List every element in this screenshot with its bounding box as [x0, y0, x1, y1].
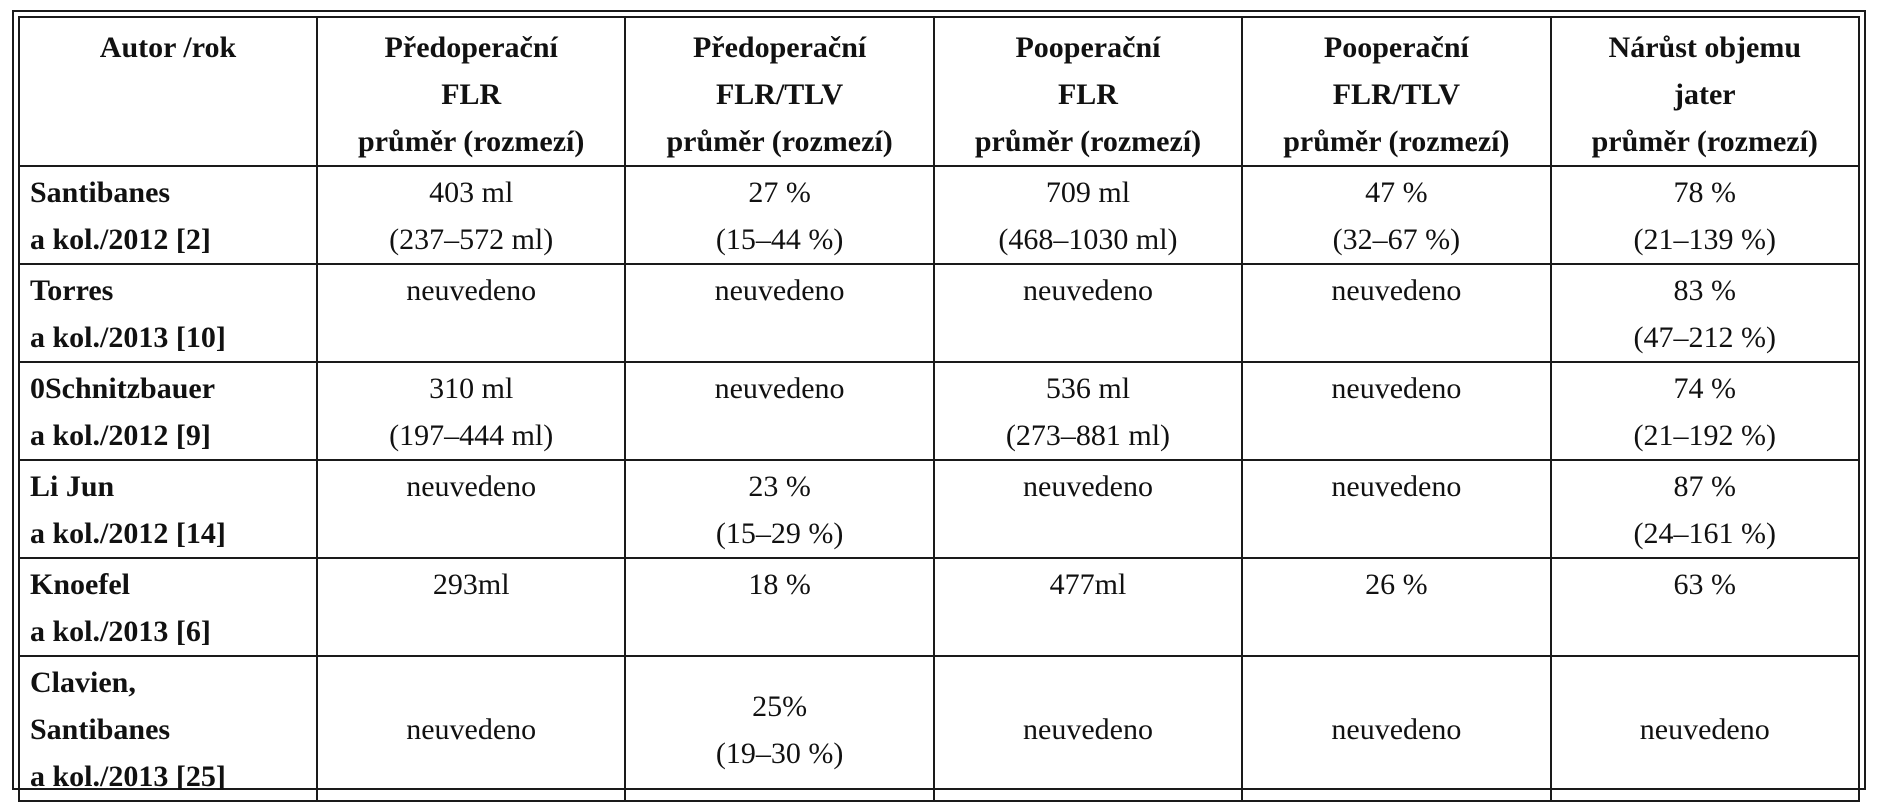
value-cell	[317, 264, 625, 362]
value-cell	[934, 264, 1242, 362]
header-preop-flr	[317, 17, 625, 166]
author-line: 0Schnitzbauer	[30, 372, 216, 405]
header-line: FLR	[441, 78, 502, 111]
header-line: Autor /rok	[99, 31, 237, 64]
range-line: (32–67 %)	[1332, 223, 1461, 256]
header-postop-flr	[934, 17, 1242, 166]
value-line: neuvedeno	[406, 274, 537, 307]
value-cell	[317, 166, 625, 264]
header-line: Pooperační	[1015, 31, 1161, 64]
value-line: 477ml	[1049, 568, 1127, 601]
author-line: Santibanes	[30, 176, 171, 209]
value-line: neuvedeno	[406, 470, 537, 503]
value-cell	[1551, 558, 1859, 656]
author-cell	[19, 558, 317, 656]
value-cell	[1551, 362, 1859, 460]
table-row	[19, 362, 1859, 460]
value-cell	[1242, 558, 1550, 656]
value-line: neuvedeno	[714, 274, 845, 307]
author-line: a kol./2012 [14]	[30, 517, 226, 550]
value-line: neuvedeno	[1023, 470, 1153, 503]
author-line: Clavien,	[30, 666, 136, 699]
author-line: Santibanes	[30, 713, 171, 746]
header-line: průměr (rozmezí)	[1591, 125, 1818, 158]
value-cell	[934, 362, 1242, 460]
value-line: neuvedeno	[714, 372, 845, 405]
value-line: neuvedeno	[1023, 713, 1153, 746]
header-preop-flr-tlv	[625, 17, 933, 166]
value-line: neuvedeno	[1331, 470, 1462, 503]
author-line: a kol./2012 [9]	[30, 419, 211, 452]
header-row	[19, 17, 1859, 166]
header-line: Předoperační	[384, 31, 558, 64]
value-cell	[625, 264, 933, 362]
value-line: neuvedeno	[1331, 713, 1462, 746]
header-line: průměr (rozmezí)	[974, 125, 1202, 158]
value-line: 536 ml	[1045, 372, 1131, 405]
value-cell	[317, 362, 625, 460]
table-row	[19, 460, 1859, 558]
author-line: a kol./2013 [25]	[30, 760, 226, 793]
value-line: 293ml	[432, 568, 510, 601]
author-line: a kol./2013 [10]	[30, 321, 226, 354]
range-line: (15–29 %)	[715, 517, 844, 550]
author-line: a kol./2013 [6]	[30, 615, 211, 648]
author-line: Li Jun	[30, 470, 115, 503]
author-cell	[19, 264, 317, 362]
value-line: 25%	[752, 689, 808, 723]
header-postop-flr-tlv	[1242, 17, 1550, 166]
value-cell	[625, 460, 933, 558]
table-frame	[12, 10, 1866, 793]
range-line: (237–572 ml)	[389, 223, 554, 256]
range-line: (47–212 %)	[1633, 321, 1777, 354]
value-cell	[1242, 264, 1550, 362]
header-line: Nárůst objemu	[1608, 31, 1802, 64]
value-cell	[317, 460, 625, 558]
value-cell	[934, 558, 1242, 656]
value-cell	[625, 362, 933, 460]
range-line: (24–161 %)	[1633, 517, 1777, 550]
header-line: průměr (rozmezí)	[1283, 125, 1510, 158]
header-line: průměr (rozmezí)	[666, 125, 893, 158]
author-line: a kol./2012 [2]	[30, 223, 211, 256]
header-line: FLR	[1057, 78, 1118, 111]
table-row	[19, 558, 1859, 656]
range-line: (273–881 ml)	[1005, 419, 1171, 452]
value-line: 87 %	[1673, 470, 1737, 503]
value-line: 27 %	[748, 176, 811, 209]
value-line: 23 %	[748, 470, 811, 503]
value-line: 63 %	[1673, 568, 1737, 601]
value-cell	[1242, 460, 1550, 558]
value-cell	[1242, 656, 1550, 801]
value-line: 403 ml	[429, 176, 514, 209]
header-line: FLR/TLV	[1332, 78, 1460, 111]
value-line: neuvedeno	[406, 713, 537, 746]
liver-volume-table	[18, 16, 1860, 802]
value-line: neuvedeno	[1331, 274, 1462, 307]
range-line: (21–139 %)	[1633, 223, 1777, 256]
table-row	[19, 166, 1859, 264]
range-line: (197–444 ml)	[389, 419, 554, 452]
author-cell	[19, 460, 317, 558]
value-line: neuvedeno	[1639, 713, 1770, 746]
header-author	[19, 17, 317, 166]
value-cell	[1242, 362, 1550, 460]
value-cell	[1551, 656, 1859, 801]
header-line: průměr (rozmezí)	[358, 125, 585, 158]
value-cell	[1551, 166, 1859, 264]
author-cell	[19, 362, 317, 460]
author-cell	[19, 166, 317, 264]
value-line: 74 %	[1673, 372, 1737, 405]
value-line: 78 %	[1673, 176, 1737, 209]
range-line: (15–44 %)	[715, 223, 844, 256]
value-line: neuvedeno	[1023, 274, 1153, 307]
header-line: Předoperační	[692, 31, 867, 64]
table-row	[19, 264, 1859, 362]
value-cell	[625, 558, 933, 656]
value-cell	[934, 460, 1242, 558]
value-line: 709 ml	[1045, 176, 1131, 209]
value-line: 83 %	[1673, 274, 1737, 307]
header-line: jater	[1673, 78, 1736, 111]
value-cell	[1551, 264, 1859, 362]
range-line: (468–1030 ml)	[998, 223, 1178, 256]
range-line: (19–30 %)	[715, 736, 844, 770]
value-line: 26 %	[1365, 568, 1428, 601]
value-cell	[1551, 460, 1859, 558]
header-line: FLR/TLV	[715, 78, 844, 111]
header-liver-volume-increase	[1551, 17, 1859, 166]
value-line: 47 %	[1365, 176, 1428, 209]
header-line: Pooperační	[1323, 31, 1469, 64]
value-cell	[1242, 166, 1550, 264]
value-line: neuvedeno	[1331, 372, 1462, 405]
author-line: Torres	[30, 274, 114, 307]
author-cell	[19, 656, 317, 801]
table-row	[19, 656, 1859, 801]
value-cell	[317, 558, 625, 656]
value-cell	[934, 166, 1242, 264]
value-cell	[625, 166, 933, 264]
value-line: 310 ml	[429, 372, 514, 405]
value-line: 18 %	[748, 568, 811, 601]
value-cell	[625, 656, 933, 801]
value-cell	[317, 656, 625, 801]
author-line: Knoefel	[30, 568, 130, 601]
range-line: (21–192 %)	[1633, 419, 1777, 452]
value-cell	[934, 656, 1242, 801]
